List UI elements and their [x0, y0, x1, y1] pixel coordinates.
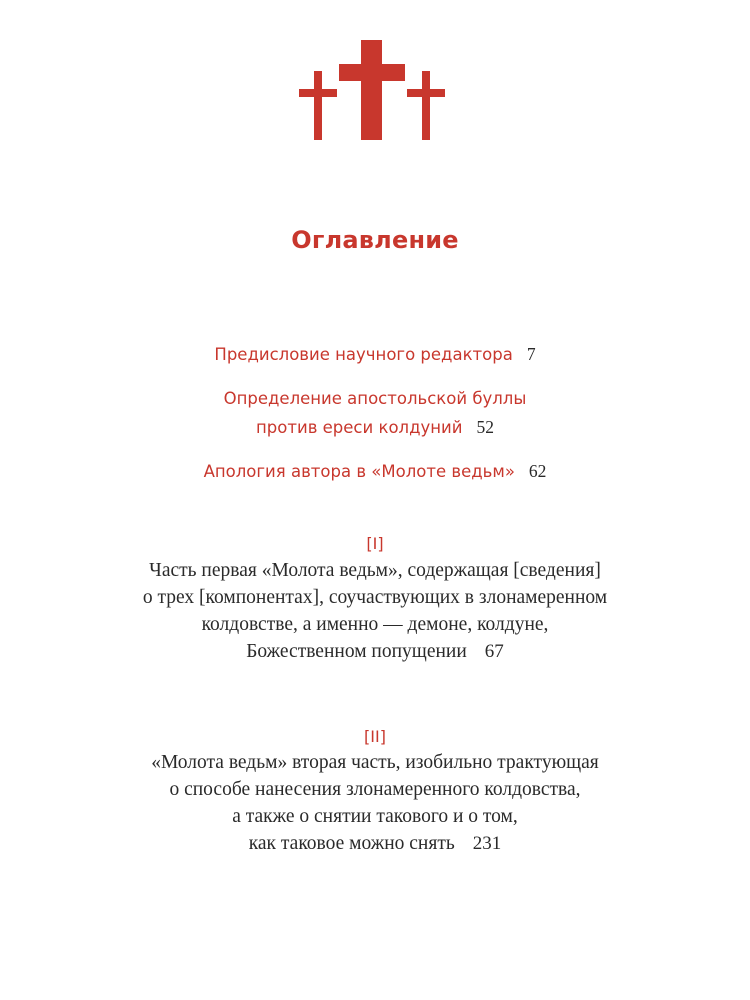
toc-page-number: 67 [484, 641, 504, 662]
toc-entry-editor-preface[interactable] [0, 340, 750, 369]
toc-entry-part-1[interactable] [0, 557, 750, 665]
part-1-line-2: о трех [компонентах], соучаствующих в злонамеренном [142, 587, 608, 608]
three-crosses-icon [297, 38, 447, 142]
part-2-line-3: а также о снятии такового и о том, [232, 806, 518, 827]
toc-entry-title-line-1: Определение апостольской буллы [223, 389, 527, 408]
toc-entry-title: Апология автора в «Молоте ведьм» [203, 462, 515, 481]
part-number-2: [II] [364, 727, 386, 746]
part-1-line-1: Часть первая «Молота ведьм», содержащая [сведения] [149, 560, 601, 581]
part-1-line-3: колдовстве, а именно — демоне, колдуне, [201, 614, 549, 635]
part-number-1: [I] [366, 534, 384, 553]
toc-entry-part-2[interactable] [0, 749, 750, 857]
toc-page-number: 7 [526, 344, 536, 364]
toc-page-number: 231 [472, 833, 502, 854]
part-2-line-4: как таковое можно снять [248, 833, 455, 854]
part-2-line-2: о способе нанесения злонамеренного колдовства, [169, 779, 581, 800]
toc-entry-title: Предисловие научного редактора [214, 345, 513, 364]
toc-page-number: 52 [476, 417, 494, 437]
toc-page-number: 62 [528, 461, 547, 481]
toc-entry-papal-bull[interactable] [0, 385, 750, 442]
part-1-line-4: Божественном попущении [246, 641, 467, 662]
toc-entry-title-line-2: против ереси колдуний [256, 418, 463, 437]
page-title: Оглавление [291, 226, 459, 254]
part-2-line-1: «Молота ведьм» вторая часть, изобильно трактующая [151, 752, 599, 773]
toc-entry-author-apology[interactable] [0, 457, 750, 486]
